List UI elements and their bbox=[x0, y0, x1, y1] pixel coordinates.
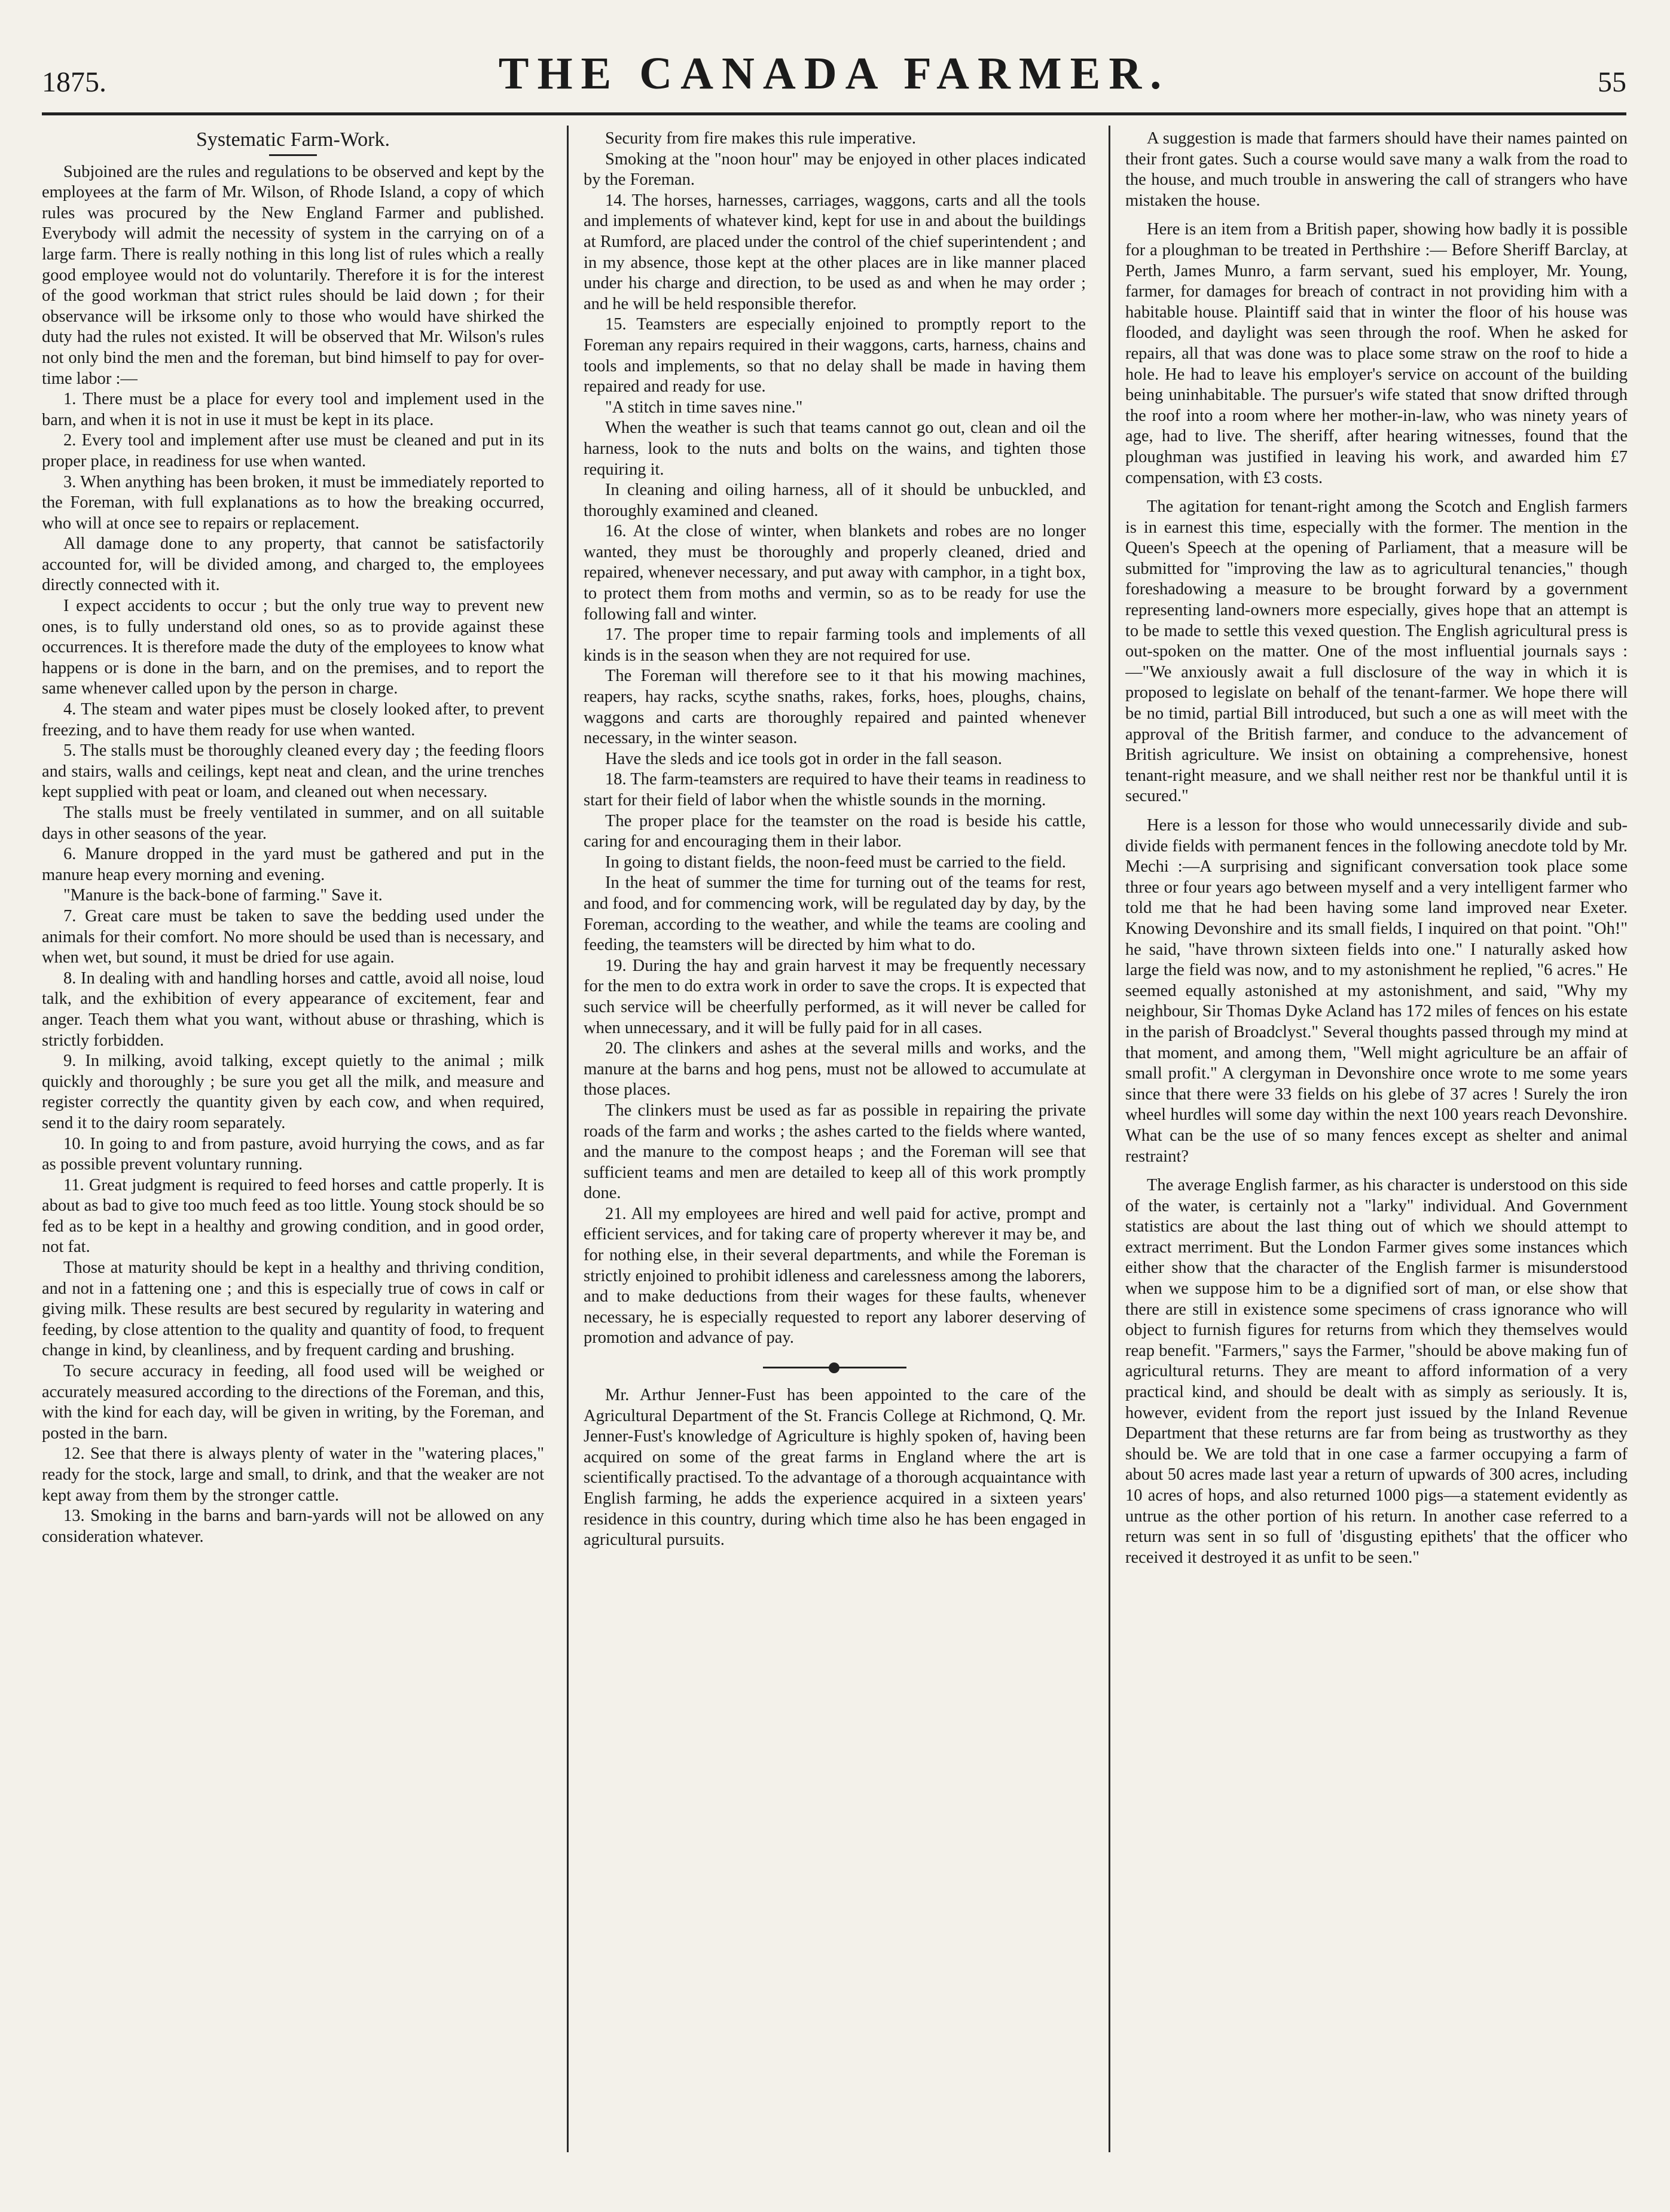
column-middle bbox=[584, 129, 1086, 2149]
paragraph: The clinkers must be used as far as possible in repairing the private roads of the farm and works ; the ashes carted to the fields where wanted, and the manure to the compost heaps ; and the Foreman will see that sufficient teams and men are detailed to keep all of this work promptly done. bbox=[584, 1101, 1086, 1203]
paragraph: 9. In milking, avoid talking, except quietly to the animal ; milk quickly and thoroughly ; be sure you get all the milk, and measure and register correctly the quantity given by each cow, and when required, send it to the dairy room separately. bbox=[42, 1052, 544, 1132]
ornament-divider bbox=[763, 1367, 906, 1368]
column-left bbox=[42, 129, 544, 2149]
masthead bbox=[42, 48, 1626, 108]
paragraph: 6. Manure dropped in the yard must be gathered and put in the manure heap every morning and evening. bbox=[42, 845, 544, 884]
paragraph: To secure accuracy in feeding, all food used will be weighed or accurately measured according to the directions of the Foreman, and this, with the kind for each day, will be given in writing, by the Foreman, and posted in the barn. bbox=[42, 1362, 544, 1443]
paragraph: 7. Great care must be taken to save the bedding used under the animals for their comfort. No more should be used than is necessary, and when wet, but sound, it must be dried for use again. bbox=[42, 906, 544, 967]
paragraph: Security from fire makes this rule imperative. bbox=[605, 129, 916, 148]
paragraph: Those at maturity should be kept in a healthy and thriving condition, and not in a fattening one ; and this is especially true of cows in calf or giving milk. These results are best secured by regularity in watering and feeding, by close attention to the quality and quantity of food, to frequent change in kind, by cleanliness, and by frequent carding and brushing. bbox=[42, 1258, 544, 1360]
paragraph: 15. Teamsters are especially enjoined to promptly report to the Foreman any repairs required in their waggons, carts, harness, chains and tools and implements, so that no delay shall be made in having them repaired and ready for use. bbox=[584, 315, 1086, 396]
title-rule bbox=[269, 154, 317, 156]
paragraph: Subjoined are the rules and regulations to be observed and kept by the employees at the farm of Mr. Wilson, of Rhode Island, a copy of which rules was procured by the New England Farmer and published. Everybody will admit the necessity of system in the carrying on of a large farm. There is really nothing in this long list of rules which a really good employee would not do voluntarily. Therefore it is for the interest of the good workman that strict rules should be laid down ; for their observance will be irksome only to those who would have shirked the duty had the rules not existed. It will be observed that Mr. Wilson's rules not only bind the men and the foreman, but bind himself to pay for over-time labor :— bbox=[42, 162, 544, 388]
column-divider bbox=[567, 126, 569, 2152]
paragraph: 13. Smoking in the barns and barn-yards will not be allowed on any consideration whatever. bbox=[42, 1507, 544, 1546]
paragraph: "A stitch in time saves nine." bbox=[605, 398, 803, 417]
paragraph: The average English farmer, as his character is understood on this side of the water, is certainly not a "larky" individual. And Government statistics are about the last thing out of which we should attempt to extract merriment. But the London Farmer gives some instances which either show that the character of the English farmer is misunderstood when we suppose him to be a dignified sort of man, or else show that there are still in existence some specimens of crass ignorance who will object to furnish figures for returns from which they themselves would reap benefit. "Farmers," says the Farmer, "should be above making fun of agricultural returns. They are meant to afford information of a very practical kind, and should be dealt with as simply as seriously. It is, however, evident from the report just issued by the Inland Revenue Department that these returns are far from being as trustworthy as they should be. We are told that in one case a farmer occupying a farm of about 50 acres made last year a return of upwards of 300 acres, including 10 acres of hops, and also returned 1000 pigs—a statement evidently as untrue as the other portion of his return. In another case referred to a return was sent in so full of 'disgusting epithets' that the officer who received it destroyed it as unfit to be seen." bbox=[1125, 1176, 1628, 1567]
issue-year: 1875. bbox=[42, 66, 106, 98]
paragraph: I expect accidents to occur ; but the only true way to prevent new ones, is to fully understand old ones, so as to provide against these occurrences. It is therefore made the duty of the employees to know what happens or is done in the barn, and on the premises, and to report the same whenever called upon by the person in charge. bbox=[42, 597, 544, 698]
page-number: 55 bbox=[1598, 66, 1626, 98]
paragraph: 4. The steam and water pipes must be closely looked after, to prevent freezing, and to have them ready for use when wanted. bbox=[42, 700, 544, 740]
paragraph: 2. Every tool and implement after use must be cleaned and put in its proper place, in readiness for use when wanted. bbox=[42, 431, 544, 470]
paragraph: Smoking at the "noon hour" may be enjoyed in other places indicated by the Foreman. bbox=[584, 149, 1086, 190]
paragraph: Mr. Arthur Jenner-Fust has been appointed to the care of the Agricultural Department of the St. Francis College at Richmond, Q. Mr. Jenner-Fust's knowledge of Agriculture is highly spoken of, having been acquired on some of the great farms in England where the art is scientifically practised. To the advantage of a thorough acquaintance with English farming, he adds the experience acquired in a sixteen years' residence in this country, during which time also he has been engaged in agricultural pursuits. bbox=[584, 1386, 1086, 1550]
paragraph: The proper place for the teamster on the road is beside his cattle, caring for and encouraging them in their labor. bbox=[584, 811, 1086, 851]
paragraph: 20. The clinkers and ashes at the several mills and works, and the manure at the barns and hog pens, must not be allowed to accumulate at those places. bbox=[584, 1039, 1086, 1099]
paragraph: In the heat of summer the time for turning out of the teams for rest, and food, and for commencing work, will be regulated day by day, by the Foreman, according to the weather, and while the teams are cooling and feeding, the teamsters will be directed by him what to do. bbox=[584, 873, 1086, 955]
paragraph: 3. When anything has been broken, it must be immediately reported to the Foreman, with full explanations as to how the breaking occurred, who will at once see to repairs or replacement. bbox=[42, 472, 544, 533]
paragraph: All damage done to any property, that cannot be satisfactorily accounted for, will be divided among, and charged to, the employees directly connected with it. bbox=[42, 534, 544, 595]
spacer bbox=[1125, 807, 1628, 815]
spacer bbox=[1125, 1167, 1628, 1175]
article-title: Systematic Farm-Work. bbox=[196, 129, 390, 151]
paragraph: A suggestion is made that farmers should have their names painted on their front gates. Such a course would save many a walk from the road to the house, and much trouble in answering the call of strangers who have mistaken the house. bbox=[1125, 129, 1628, 210]
paragraph: 17. The proper time to repair farming tools and implements of all kinds is in the season when they are not required for use. bbox=[584, 625, 1086, 665]
paragraph: 19. During the hay and grain harvest it may be frequently necessary for the men to do extra work in order to save the crops. It is expected that such service will be cheerfully performed, as it will never be called for when unnecessary, and it will be fully paid for in all cases. bbox=[584, 956, 1086, 1037]
paragraph: In cleaning and oiling harness, all of it should be unbuckled, and thoroughly examined and cleaned. bbox=[584, 481, 1086, 520]
paragraph: 8. In dealing with and handling horses and cattle, avoid all noise, loud talk, and the exhibition of every appearance of excitement, fear and anger. Teach them what you want, without abuse or thrashing, which is strictly forbidden. bbox=[42, 968, 544, 1050]
masthead-rule bbox=[42, 112, 1626, 115]
paragraph: The agitation for tenant-right among the Scotch and English farmers is in earnest this time, especially with the former. The mention in the Queen's Speech at the opening of Parliament, that a measure will be submitted for "improving the law as to agricultural tenancies," though foreshadowing a measure to be brought forward by a government representing land-owners more especially, gives hope that an attempt is to be made to settle this vexed question. The English agricultural press is out-spoken on the matter. One of the most influential journals says :—"We anxiously await a full disclosure of the way in which it is proposed to legislate on behalf of the tenant-farmer. We hope there will be no timid, partial Bill introduced, but such a one as will meet with the approval of the British farmer, and conduce to the advancement of British agriculture. We insist on obtaining a comprehensive, honest tenant-right measure, and we shall neither rest nor be thankful until it is secured." bbox=[1125, 497, 1628, 806]
spacer bbox=[1125, 488, 1628, 497]
paragraph: 14. The horses, harnesses, carriages, waggons, carts and all the tools and implements of whatever kind, kept for use in and about the buildings at Rumford, are placed under the control of the chief superintendent ; and in my absence, those kept at the other places are in like manner placed under his charge and direction, to be used as and when he may order ; and he will be held responsible therefor. bbox=[584, 191, 1086, 313]
newspaper-title: THE CANADA FARMER. bbox=[498, 48, 1170, 99]
paragraph: 1. There must be a place for every tool and implement used in the barn, and when it is not in use it must be kept in its place. bbox=[42, 390, 544, 429]
paragraph: The Foreman will therefore see to it that his mowing machines, reapers, hay racks, scythe snaths, rakes, forks, hoes, ploughs, chains, waggons and carts are thoroughly repaired and painted whenever necessary, in the winter season. bbox=[584, 667, 1086, 748]
paragraph: In going to distant fields, the noon-feed must be carried to the field. bbox=[605, 853, 1066, 872]
paragraph: 21. All my employees are hired and well paid for active, prompt and efficient services, and for taking care of property wherever it may be, and for nothing else, in their several departments, and while the Foreman is strictly enjoined to prohibit idleness and carelessness among the laborers, and to make deductions from their wages for these faults, whenever necessary, he is especially requested to report any laborer deserving of promotion and advance of pay. bbox=[584, 1204, 1086, 1348]
paragraph: Here is a lesson for those who would unnecessarily divide and sub-divide fields with permanent fences in the following anecdote told by Mr. Mechi :—A surprising and significant conversation took place some three or four years ago between myself and a very intelligent farmer who told me that he had been having some land improved near Exeter. Knowing Devonshire and its small fields, I inquired on that point. "Oh!" he said, "have thrown sixteen fields into one." I naturally asked how large the field was now, and to my astonishment he replied, "6 acres." He seemed equally astonished at my astonishment, and said, "Why my neighbour, Sir Thomas Dyke Acland has 172 miles of fences on his estate in the parish of Broadclyst." Several thoughts passed through my mind at that moment, and among them, "Well might agriculture be an affair of small profit." A clergyman in Devonshire once wrote to me some years since that there were 33 fields on his glebe of 37 acres ! Surely the iron wheel hurdles will some day within the next 100 years reach Devonshire. What can be the use of so many fences except as shelter and animal restraint? bbox=[1125, 816, 1628, 1166]
paragraph: The stalls must be freely ventilated in summer, and on all suitable days in other seasons of the year. bbox=[42, 803, 544, 843]
paragraph: "Manure is the back-bone of farming." Save it. bbox=[63, 886, 383, 905]
paragraph: Here is an item from a British paper, showing how badly it is possible for a ploughman to be treated in Perthshire :— Before Sheriff Barclay, at Perth, James Munro, a farm servant, sued his employer, Mr. Young, farmer, for damages for breach of contract in not providing him with a habitable house. Plaintiff said that in winter the floor of his house was flooded, and daylight was seen through the roof. When he asked for repairs, all that was done was to place some straw on the roof to hide a hole. He had to leave his employer's service on account of the building being uninhabitable. The pursuer's wife stated that snow drifted through the roof into a room where her mother-in-law, who was ninety years of age, had to live. The sheriff, after hearing witnesses, found that the ploughman was justified in leaving his work, and awarded him £7 compensation, with £3 costs. bbox=[1125, 220, 1628, 487]
spacer bbox=[1125, 211, 1628, 219]
column-divider bbox=[1109, 126, 1110, 2152]
column-right bbox=[1125, 129, 1628, 2149]
paragraph: 10. In going to and from pasture, avoid hurrying the cows, and as far as possible prevent voluntary running. bbox=[42, 1134, 544, 1174]
paragraph: 5. The stalls must be thoroughly cleaned every day ; the feeding floors and stairs, walls and ceilings, kept neat and clean, and the urine trenches kept supplied with peat or loam, and cleaned out when necessary. bbox=[42, 741, 544, 802]
paragraph: 12. See that there is always plenty of water in the "watering places," ready for the stock, large and small, to drink, and that the weaker are not kept away from them by the stronger cattle. bbox=[42, 1444, 544, 1505]
paragraph: 11. Great judgment is required to feed horses and cattle properly. It is about as bad to give too much feed as too little. Young stock should be so fed as to be kept in a healthy and growing condition, and in good order, not fat. bbox=[42, 1175, 544, 1257]
paragraph: Have the sleds and ice tools got in order in the fall season. bbox=[605, 749, 1003, 768]
paragraph: 18. The farm-teamsters are required to have their teams in readiness to start for their field of labor when the whistle sounds in the morning. bbox=[584, 770, 1086, 809]
paragraph: 16. At the close of winter, when blankets and robes are no longer wanted, they must be thoroughly and properly cleaned, dried and repaired, whenever necessary, and put away with camphor, in a tight box, to protect them from moths and vermin, so as to be ready for use the following fall and winter. bbox=[584, 522, 1086, 624]
paragraph: When the weather is such that teams cannot go out, clean and oil the harness, look to the nuts and bolts on the wains, and tighten those requiring it. bbox=[584, 418, 1086, 479]
